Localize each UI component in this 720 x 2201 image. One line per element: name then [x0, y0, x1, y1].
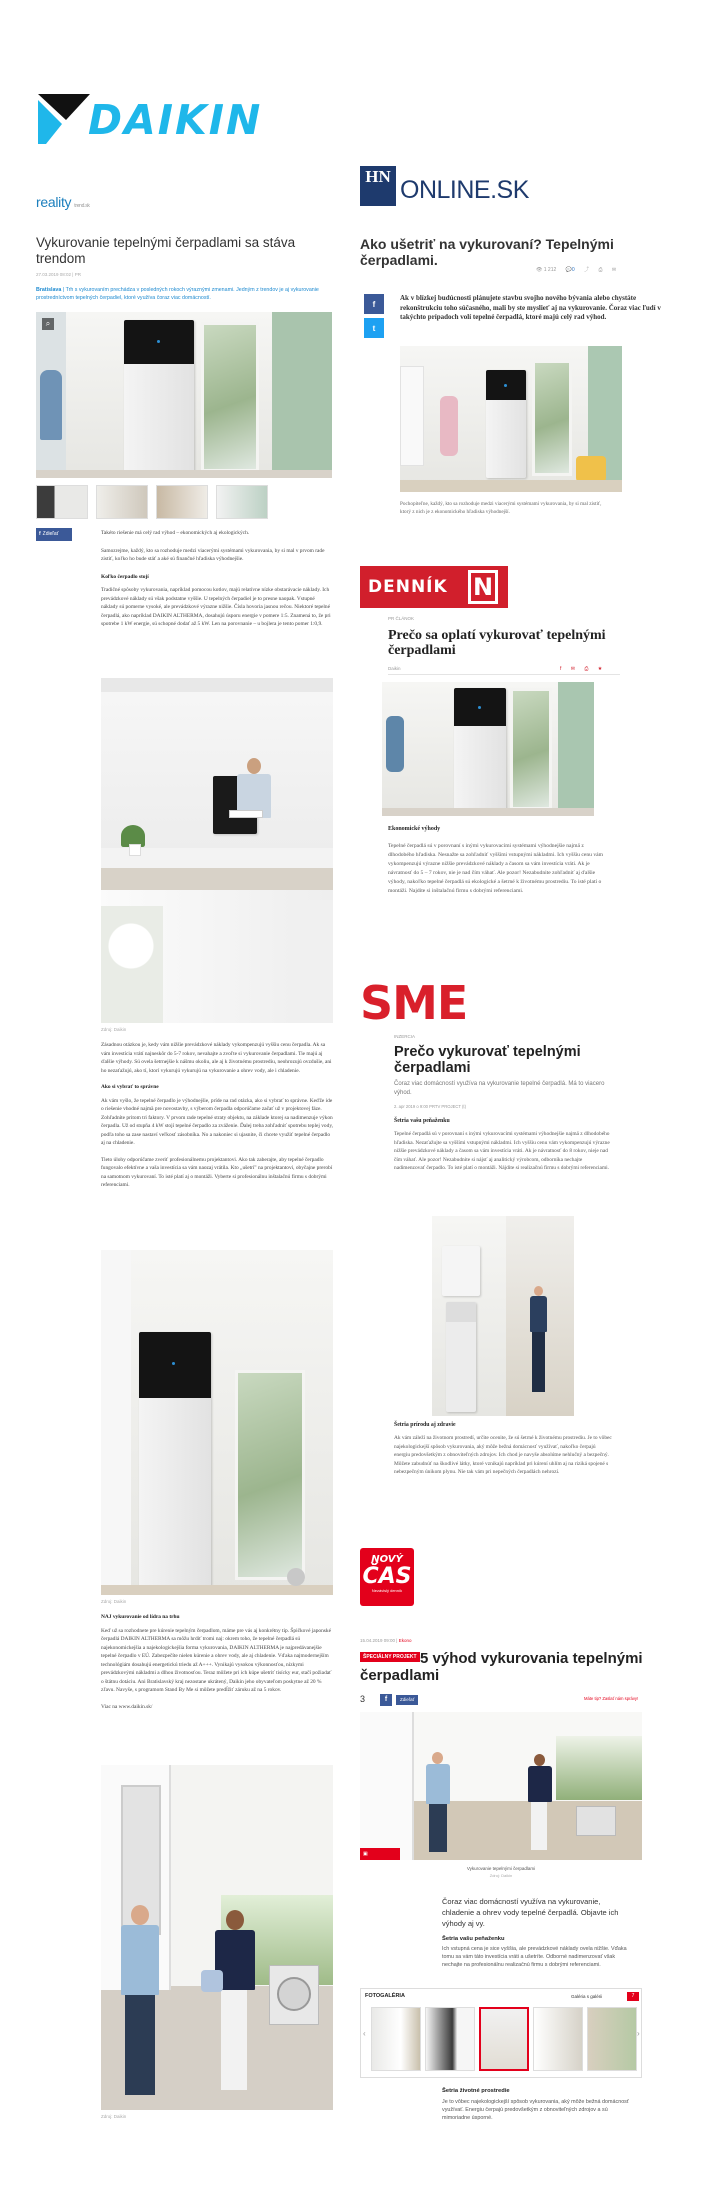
reality-main-photo[interactable]	[36, 312, 332, 478]
reality-p7: Keď už sa rozhodnete pre kúrenie tepelným čerpadlom, máme pre vás aj konkrétny tip. Špičkové japonské čerpadlá DAIKIN ALTHERMA sa môžu hrdiť tromi naj: okrem toho, že tepelné čerpadlá sú najekonomickejšia a najekologickejšia forma vykurovania, DAIKIN ALTHERMA je najpredávanejšie tepelné čerpadlo v EÚ. Zabezpečíte nielen kúrenie a ohrev vody, ale aj chladenie. Vďaka najmodernejším technológiám dosahujú energetickú triedu až A+++. Vynikajú vysokou výkonnosťou, nízkymi prevádzkovými nákladmi a dlhou životnosťou. Teraz môžete pri ich kúpe ušetriť tisícky eur, stačí požiadať o štátnu dotáciu. Ani Bratislavský kraj nezostane ukrátený, Daikin jeho obyvateľom poskytne až 20 % zľavu. Navyše, s programom Stand By Me si môžete predĺžiť záruku až na 5 rokov.	[101, 1627, 332, 1693]
sme-photo	[432, 1216, 574, 1416]
novycas-gallery-count: 7	[627, 1992, 639, 2001]
daikin-logo-text: DAIKIN	[88, 96, 263, 144]
reality-thumb-2[interactable]	[96, 485, 148, 519]
print-icon[interactable]: ⎙	[598, 267, 603, 273]
reality-p4: Zásadnou otázkou je, kedy vám nižšie prevádzkové náklady vykompenzujú vyššiu cenu čerpadla. Ak sa vám investícia vrátí najneskôr do 5-7 rokov, nevahajte a zvoľte si vykurovanie čerpadlami. Tie majú aj ďalšie výhody. Sú ovela šetrnejšie k nášmu okoliu, ale aj k životnému prostrediu, neohrozujú ovzdušie, ani ho nezaťažujú, ako tí, ktorí vykurujú vykurujú na vykurovanie a ohrev vody, ale i chladenie.	[101, 1042, 332, 1074]
novycas-logo-main: ČAS	[362, 1564, 412, 1589]
sme-p1: Tepelné čerpadlá sú v porovnaní s inými vykurovacími systémami výhodnejšie najmä z dlhodobého hľadiska. Nezaťažujte sa vyššími vstupnými nákladmi. Ich vyššiu cenu vám vykompenzujú výrazne nižšie prevádzkové náklady a časom sa vám investícia vráti. Ak je návratnosť do 8 rokov, nieje nad čím váhať. Ale pozor! Nezabudnite si nájsť aj analitický výrobcom, odborníka nechajte nadimenzovať čerpadlo. To isté platí o montáži. Nájdite si realizačnú firmu s dobrými referenciami.	[394, 1131, 610, 1171]
reality-lead-text: | Trh s vykurovaním prechádza v posledných rokoch výraznými zmenami. Jedným z trendov je aj vykurovanie prostredníctvom tepelných čerpadiel, ktoré využíva čoraz viac domácností.	[36, 287, 319, 301]
novycas-share-button[interactable]: Zdieľať	[396, 1695, 418, 1705]
novycas-lead: Čoraz viac domácností využíva na vykurovanie, chladenie a ohrev vody tepelné čerpadlá. Objavte ich výhody aj vy.	[442, 1897, 619, 1928]
sme-date: 2. apr 2019 o 9:00 PRTV PROJECT (t)	[394, 1104, 466, 1109]
hn-facebook-button[interactable]: f	[364, 294, 384, 314]
hn-twitter-button[interactable]: t	[364, 318, 384, 338]
eye-icon: 👁	[536, 267, 543, 273]
hn-comments: 0	[571, 267, 575, 273]
dennik-byline: Daikin	[388, 666, 401, 671]
reality-h1: Koľko čerpadlo stojí	[101, 573, 149, 580]
hn-logo-text: ONLINE.SK	[400, 176, 529, 204]
sme-logo[interactable]: SME	[360, 976, 468, 1030]
sme-tag: INZERCIA	[394, 1034, 416, 1039]
novycas-logo-top: NOVÝ	[371, 1554, 403, 1565]
sme-title: Prečo vykurovať tepelnými čerpadlami	[394, 1044, 581, 1076]
reality-article	[36, 188, 336, 2123]
novycas-logo[interactable]	[360, 1548, 414, 1606]
sme-p2: Ak vám záleží na životnom prostredí, určite ocenite, že sú šetrné k životnému prostrediu. Je to vôbec najekologickejší spôsob vykurovania, aký môže bežná domácnosť využívať, nakoľko čerpajú energiu predovšetkým z obnoviteľných zdrojov. Ich chod je navyše absolútne nehlučný a bezpečný. Môžete zabudnúť na škodlivé látky, ktoré vznikajú napríklad pri kúrení uhlím aj na riziká spojené s nebezpečným únikom plynu. Nie tak vám pri nepečných čerpadlách nehrozí.	[394, 1435, 612, 1475]
reality-caption-3: Zdroj: Daikin	[101, 2114, 127, 2119]
reality-logo-brand: reality	[36, 194, 72, 210]
comment-icon[interactable]: 💬	[565, 267, 572, 273]
novycas-gallery[interactable]	[360, 1988, 642, 2078]
novycas-badge: ŠPECIÁLNY PROJEKT	[360, 1652, 420, 1662]
reality-outdoor-photo	[101, 1765, 333, 2110]
novycas-fb-button[interactable]: f	[380, 1694, 392, 1706]
reality-h2: Ako si vybrať to správne	[101, 1084, 159, 1090]
novycas-caption-src: Zdroj: Daikin	[489, 1873, 513, 1878]
reality-room-photo	[101, 1250, 333, 1595]
hn-photo	[400, 346, 622, 492]
share-icon[interactable]: ⤴	[584, 267, 590, 273]
dennik-logo-n: N	[468, 570, 498, 604]
novycas-p1: Ich vstupná cena je sice vyššia, ale prevádzkové náklady ovela nižšie. Vďaka tomu sa vám táto investícia vráti a ušetríte. Odborné nadimenzovať však nechajte na profesionálnu realizačnú firmu s dobrými referenciami.	[442, 1946, 627, 1969]
gallery-thumb-1[interactable]	[371, 2007, 421, 2071]
mail-icon[interactable]: ✉	[611, 267, 617, 273]
novycas-gallery-label: FOTOGALÉRIA	[365, 1993, 405, 1999]
novycas-article	[360, 1548, 682, 2148]
reality-share-button[interactable]	[36, 528, 72, 541]
reality-title: Vykurovanie tepelnými čerpadlami sa stáva trendom	[36, 235, 296, 266]
gallery-thumb-4[interactable]	[533, 2007, 583, 2071]
daikin-logo-mark	[38, 92, 94, 147]
novycas-caption: Vykurovanie tepelnými čerpadlami	[466, 1866, 536, 1871]
novycas-logo-sub: Nezávislý denník	[371, 1588, 403, 1593]
reality-kitchen-photo	[101, 678, 333, 1023]
reality-caption-2: Zdroj: Daikin	[101, 1599, 127, 1604]
dennik-p1: Tepelné čerpadlá sú v porovnaní s inými vykurovacími systémami výhodnejšie najmä z dlhodobého hľadiska. Nesnažte sa zohľadniť vyššími vstupnými nákladmi. Ich vyššiu cenu vám vykompenzujú výrazne nižšie prevádzkové náklady a časom sa vám investícia vráti. Ak je návratnosť do 5 – 7 rokov, nie je nad čím váhať. Ale pozor! Nezabudnite zohľadniť aj ďalšie výhody, nakoľko tepelné čerpadlá sú ekologické a šetrné k životnému prostrediu. To isté platí o montáži. Najdite si inštalačnú firmu s dobrými referenciami.	[388, 843, 603, 894]
reality-share-label: Zdieľať	[42, 531, 59, 537]
dennik-title: Prečo sa oplatí vykurovať tepelnými čerpadlami	[388, 628, 606, 658]
novycas-date: 15.04.2019 09:00 | Ekono	[360, 1638, 412, 1643]
dennik-photo	[382, 682, 594, 816]
reality-p8: Viac na www.daikin.sk/	[101, 1703, 153, 1710]
reality-p6: Tieto úlohy odporúčame zveriť profesionálnemu projektantovi. Ako tak zaberajte, aby tepelné čerpadlo fungovalo efektívne a vaša investícia sa vám naozaj vrátila. Kto „ušetrí" na projektantovi, obyčajne prerobí na samotnom vykurovaní. To isté platí aj o montáži. Vyberte si profesionálnu inštalačnú firmu s dobrými referenciami.	[101, 1156, 333, 1188]
reality-lead	[36, 286, 332, 302]
facebook-icon: f	[39, 531, 41, 537]
reality-caption-1: Zdroj: Daikin	[101, 1027, 127, 1032]
novycas-date-text: 15.04.2019 09:00	[360, 1638, 396, 1643]
reality-p2: Samozrejme, každý, kto sa rozhoduje medzi viacerými systémami vykurovania, by si mal v prvom rade zistiť, koľko ho bude stáť a aké sú finančné hľadiska výhodnejšie.	[101, 547, 325, 562]
reality-logo-suffix: trend.sk	[74, 203, 90, 209]
hn-meta	[536, 266, 616, 273]
hn-caption: Pochopiteľne, každý, kto sa rozhoduje medzi viacerými systémami vykurovania, by si mal zistiť, ktorý z nich je z ekonomického hľadiska výhodnejší.	[400, 501, 602, 515]
gallery-thumb-3[interactable]	[479, 2007, 529, 2071]
novycas-title: 5 výhod vykurovania tepelnými čerpadlami	[360, 1650, 643, 1684]
gallery-next-arrow[interactable]: ›	[637, 2029, 640, 2038]
dennik-h1: Ekonomické výhody	[388, 826, 441, 832]
novycas-section[interactable]: Ekono	[398, 1638, 412, 1643]
novycas-h2: Šetria životné prostredie	[442, 2088, 510, 2094]
hn-lead: Ak v blízkej budúcnosti plánujete stavbu svojho nového bývania alebo chystáte rekonštrukciu toho súčasného, mali by ste myslieť aj na vykurovanie. Čoraz viac ľudí v takýchto prípadoch volí tepelné čerpadlá, ktoré majú celý rad výhod.	[400, 294, 661, 321]
reality-date: 27.03.2019 08:02 | PR	[36, 272, 81, 277]
dennik-share[interactable]: f ✉ ⎙ ★	[560, 666, 607, 672]
reality-thumb-4[interactable]	[216, 485, 268, 519]
dennik-logo[interactable]	[360, 566, 508, 608]
dennik-logo-text: DENNÍK	[368, 577, 448, 597]
zoom-icon[interactable]: ⌕	[42, 318, 54, 330]
dennik-tag: PR ČLÁNOK	[388, 616, 415, 621]
reality-p3: Tradičné spôsoby vykurovania, napríklad pomocou kotlov, majú relatívne nízke obstarávacie náklady. Ich prevádzkové náklady sú však podstatne vyššie. U tepelných čerpadiel je to presne naopak. Vstupné náklady sú pomerne vysoké, ale prevádzkové výrazne nižšie. Čísla hovoria jasnou rečou. Niektoré tepelné čerpadlá, ako napríklad DAIKIN ALTHERMA, dosahujú úsporu energie v pomere 1:5. Znamená to, že pri spotrebe 1 kW energie, sú schopné dodať až 5 kW. Len na porovnanie – u bojlera je tento pomer 1:0,9.	[101, 587, 331, 627]
reality-h3: NAJ vykurovanie od lídra na trhu	[101, 1614, 180, 1620]
hn-title: Ako ušetriť na vykurovaní? Tepelnými čerpadlami.	[360, 236, 614, 268]
hn-views: 1 212	[543, 267, 557, 273]
novycas-gallery-more[interactable]: Galéria s galérii	[571, 1994, 603, 1999]
novycas-photo-counter[interactable]: ▣	[360, 1848, 400, 1860]
reality-thumb-3[interactable]	[156, 485, 208, 519]
novycas-h1: Šetria vašu peňaženku	[442, 1936, 505, 1942]
novycas-photo	[360, 1712, 642, 1860]
reality-lead-tag: Bratislava	[36, 287, 62, 293]
gallery-thumb-2[interactable]	[425, 2007, 475, 2071]
sme-h1: Šetria vašu peňaženku	[394, 1118, 450, 1124]
hn-logo[interactable]	[360, 166, 560, 206]
novycas-right-links[interactable]: Máte tip? Zaslať nám správy!	[584, 1696, 639, 1701]
reality-p5: Ak vám vyšlo, že tepelné čerpadlo je výhodnejšie, príde na rad otázka, ako si vybrať to správne. Keďže ide o riešenie vhodné najmä pre novostavby, s výberom čerpadla odporúčame začať už v projektovej fáze. Zohľadníte pritom tri faktory. V prvom rade tepelné straty objektu, na základe ktorej sa nadimenzuje výkon čerpadla. Už od stupňa 4 kW stojí tepelné čerpadlo za zváženie. Ďalej treba zohľadniť spotrebu teplej vody, podľa toho sa zase nastaví veľkosť zásobníka. No a nakoniec si ujasnite, či chcete využiť tepelné čerpadlo aj na chladenie.	[101, 1097, 334, 1146]
reality-thumb-1[interactable]	[36, 485, 88, 519]
gallery-prev-arrow[interactable]: ‹	[363, 2029, 366, 2038]
sme-lead: Čoraz viac domácností využíva na vykurovanie tepelné čerpadlá. Má to viacero výhod.	[394, 1081, 605, 1096]
hn-logo-box: HN	[360, 166, 396, 206]
dennik-article	[360, 566, 682, 966]
novycas-share-count: 3	[360, 1694, 366, 1704]
novycas-p2: Je to vôbec najekologickejší spôsob vykurovania, aký môže bežná domácnosť využívať. Energiu čerpajú predovšetkým z obnoviteľných zdrojov a sú mimoriadne úsporné.	[442, 2099, 629, 2122]
daikin-logo	[38, 92, 288, 147]
reality-p1: Takéto riešenie má celý rad výhod – ekonomických aj ekologických.	[101, 530, 250, 536]
reality-logo[interactable]	[36, 194, 90, 210]
sme-article	[360, 976, 682, 1540]
sme-h2: Šetria prírodu aj zdravie	[394, 1422, 456, 1428]
hn-article	[360, 166, 682, 546]
gallery-thumb-5[interactable]	[587, 2007, 637, 2071]
